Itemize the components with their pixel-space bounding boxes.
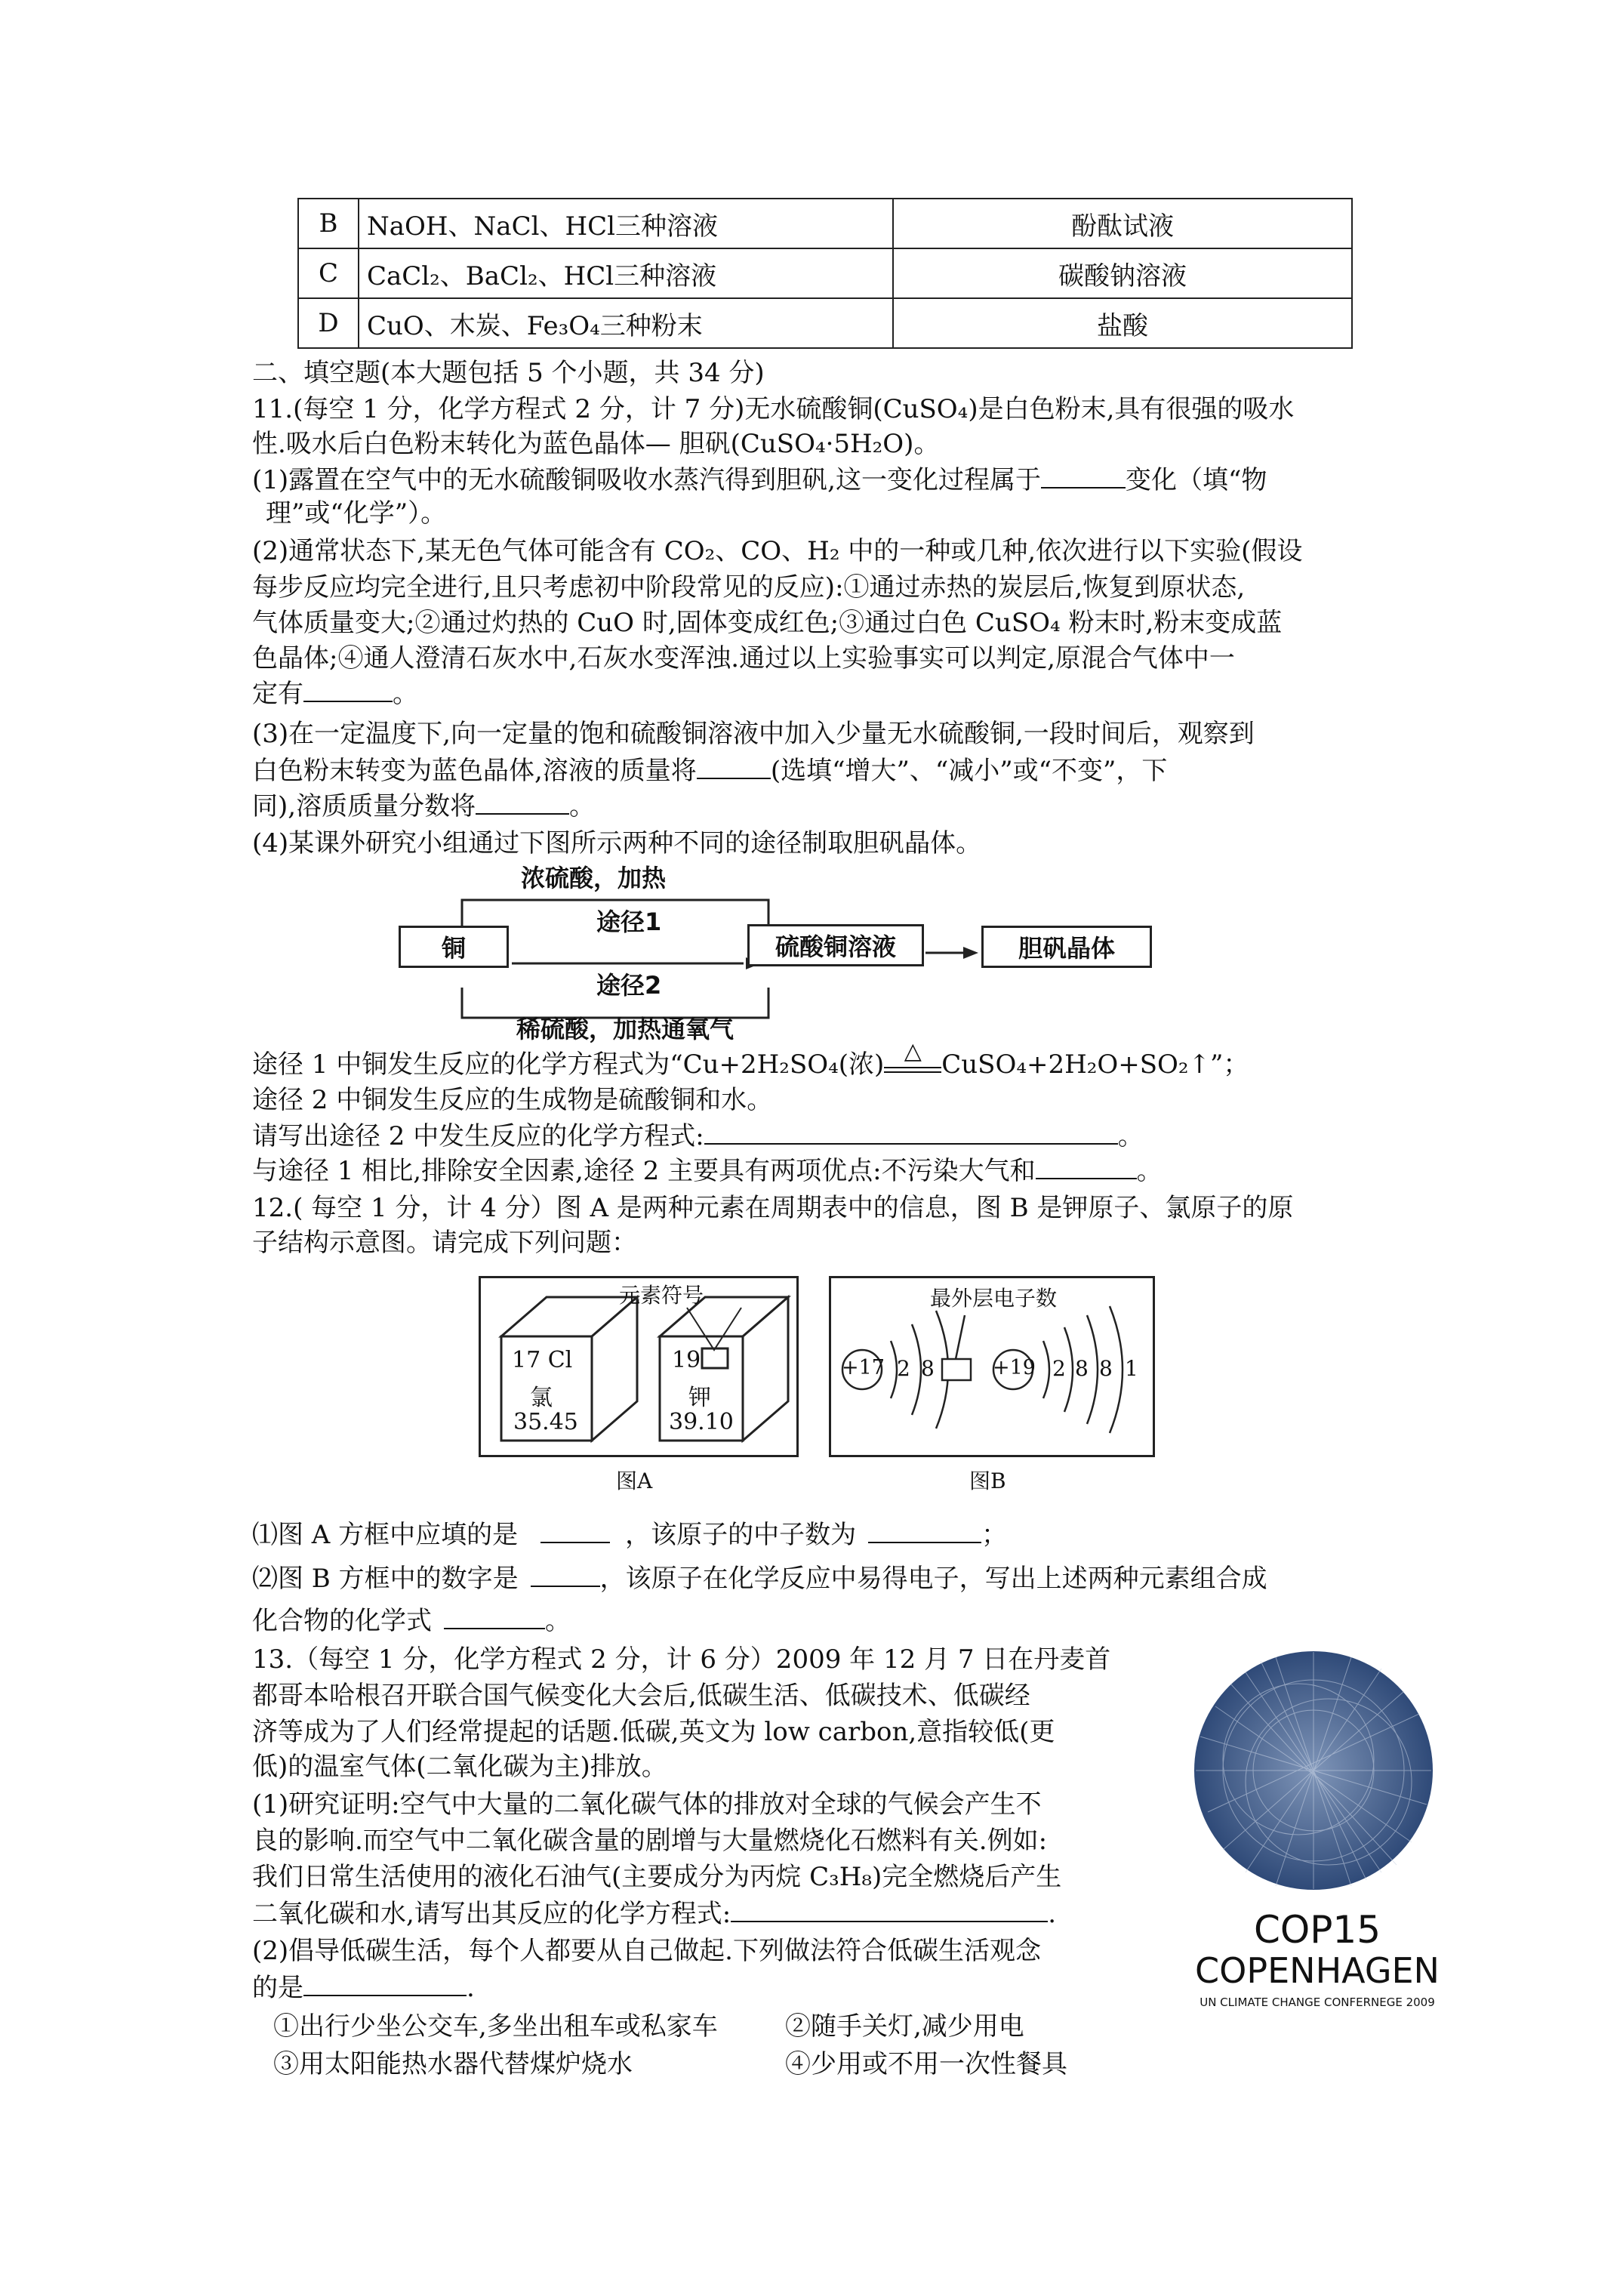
eq1-right: CuSO₄+2H₂O+SO₂↑”； xyxy=(941,1049,1249,1080)
q13-part2-text: 的是 xyxy=(252,1973,303,2003)
q11-part2-line1: (2)通常状态下,某无色气体可能含有 CO₂、CO、H₂ 中的一种或几种,依次进行以下实验(假设 xyxy=(252,536,1303,566)
heat-condition xyxy=(884,1038,941,1073)
q11-part2-line4: 色晶体;④通人澄清石灰水中,石灰水变浑浊.通过以上实验事实可以判定,原混合气体中一 xyxy=(252,643,1235,673)
option-reagent: 碳酸钠溶液 xyxy=(893,248,1352,298)
q11-eq2: 途径 2 中铜发生反应的生成物是硫酸铜和水。 xyxy=(252,1085,773,1115)
logo-title: COP15 xyxy=(1253,1908,1381,1952)
q13-part2-line2 xyxy=(252,1972,475,2003)
q11-eq4 xyxy=(252,1155,1163,1186)
fig-b-label: 最外层电子数 xyxy=(930,1286,1058,1311)
k-shell-1 xyxy=(1043,1341,1049,1398)
cl-electrons-2: 8 xyxy=(921,1356,935,1381)
eq4-text: 与途径 1 相比,排除安全因素,途径 2 主要具有两项优点:不污染大气和 xyxy=(252,1156,1036,1186)
crystal-box: 胆矾晶体 xyxy=(981,926,1152,968)
q11-part1 xyxy=(252,464,1267,495)
cl-electrons-1: 2 xyxy=(897,1356,910,1381)
cl-shell-1 xyxy=(891,1341,897,1398)
q11-part2-end: 。 xyxy=(393,679,418,709)
q13-stem-line2: 都哥本哈根召开联合国气候变化大会后,低碳生活、低碳技术、低碳经 xyxy=(252,1681,1030,1711)
product-arrow-icon xyxy=(963,947,978,959)
q13-stem-line3: 济等成为了人们经常提起的话题.低碳,英文为 low carbon,意指较低(更 xyxy=(252,1717,1055,1747)
q12-sub2-text: ⑵图 B 方框中的数字是 xyxy=(252,1564,519,1594)
cop15-globe-logo xyxy=(1185,1646,1449,1903)
eq1-left: 途径 1 中铜发生反应的化学方程式为“Cu+2H₂SO₄(浓) xyxy=(252,1049,885,1080)
k-nucleus: +19 xyxy=(993,1356,1036,1379)
q13-part1-line2: 良的影响.而空气中二氧化碳含量的剧增与大量燃烧化石燃料有关.例如: xyxy=(252,1826,1048,1856)
eq4-end: 。 xyxy=(1136,1156,1163,1186)
q12-sub2-text2: ，该原子在化学反应中易得电子，写出上述两种元素组合成 xyxy=(599,1564,1267,1594)
logo-subtitle: UN CLIMATE CHANGE CONFERNEGE 2009 xyxy=(1200,1996,1435,2009)
option-substances: CuO、木炭、Fe₃O₄三种粉末 xyxy=(359,298,893,348)
q11-part3-text3: 同),溶质质量分数将 xyxy=(252,791,476,821)
answer-blank[interactable] xyxy=(540,1519,610,1543)
answer-blank[interactable] xyxy=(476,791,569,815)
logo-city: COPENHAGEN xyxy=(1195,1950,1440,1991)
equals-sign xyxy=(884,1067,941,1073)
q11-part3-line1: (3)在一定温度下,向一定量的饱和硫酸铜溶液中加入少量无水硫酸铜,一段时间后，观察到 xyxy=(252,719,1255,749)
q12-sub1-text: ⑴图 A 方框中应填的是 xyxy=(252,1520,519,1550)
solution-box: 硫酸铜溶液 xyxy=(747,924,924,966)
table-row xyxy=(298,248,1352,298)
k-electrons-2: 8 xyxy=(1075,1356,1089,1381)
q13-part1-text: 二氧化碳和水,请写出其反应的化学方程式: xyxy=(252,1899,731,1929)
k-electrons-3: 8 xyxy=(1099,1356,1113,1381)
option-key: B xyxy=(298,199,359,248)
q13-part2-line1: (2)倡导低碳生活，每个人都要从自己做起.下列做法符合低碳生活观念 xyxy=(252,1936,1041,1966)
eq3-text: 请写出途径 2 中发生反应的化学方程式: xyxy=(252,1121,704,1151)
answer-blank[interactable] xyxy=(531,1563,600,1587)
option-key: C xyxy=(298,248,359,298)
q11-part3-text2: (选填“增大”、“减小”或“不变”，下 xyxy=(770,756,1168,786)
q11-part2-text: 定有 xyxy=(252,679,303,709)
cl-mass: 35.45 xyxy=(513,1409,578,1435)
q11-part1-text: (1)露置在空气中的无水硫酸铜吸收水蒸汽得到胆矾,这一变化过程属于 xyxy=(252,465,1041,495)
answer-blank[interactable] xyxy=(1036,1155,1137,1179)
route1-label: 途径1 xyxy=(596,908,662,936)
options-table xyxy=(297,198,1353,349)
q11-part1-text2: 变化（填“物 xyxy=(1125,465,1267,495)
q12-sub1-text2: ，该原子的中子数为 xyxy=(625,1520,857,1550)
q12-sub2-cont xyxy=(252,1605,571,1636)
q13-part1-line1: (1)研究证明:空气中大量的二氧化碳气体的排放对全球的气候会产生不 xyxy=(252,1789,1042,1820)
k-number: 19 xyxy=(672,1347,701,1373)
q11-part3-end: 。 xyxy=(569,791,596,821)
q11-part2-line2: 每步反应均完全进行,且只考虑初中阶段常见的反应):①通过赤热的炭层后,恢复到原状态, xyxy=(252,572,1246,603)
symbol-answer-box xyxy=(702,1348,728,1368)
answer-blank[interactable] xyxy=(303,1972,467,1996)
q13-part1-line4 xyxy=(252,1898,1056,1929)
q11-stem-line1: 11.(每空 1 分，化学方程式 2 分，计 7 分)无水硫酸铜(CuSO₄)是白色粉末,具有很强的吸水 xyxy=(252,394,1295,424)
fig-b-caption: 图B xyxy=(969,1469,1006,1493)
q13-part1-line3: 我们日常生活使用的液化石油气(主要成分为丙烷 C₃H₈)完全燃烧后产生 xyxy=(252,1862,1062,1892)
cl-number: 17 Cl xyxy=(512,1347,573,1373)
option-reagent: 酚酞试液 xyxy=(893,199,1352,248)
electron-answer-box xyxy=(942,1359,971,1380)
q11-part2-line5 xyxy=(252,678,418,709)
q12-stem-line2: 子结构示意图。请完成下列问题： xyxy=(252,1228,637,1258)
q12-sub2 xyxy=(252,1563,1267,1594)
option-substances: CaCl₂、BaCl₂、HCl三种溶液 xyxy=(359,248,893,298)
table-row xyxy=(298,199,1352,248)
option-key: D xyxy=(298,298,359,348)
q13-option-1: ①出行少坐公交车,多坐出租车或私家车 xyxy=(273,2011,718,2042)
q13-option-4: ④少用或不用一次性餐具 xyxy=(785,2049,1067,2079)
k-electrons-4: 1 xyxy=(1125,1356,1138,1381)
eq3-end: 。 xyxy=(1117,1121,1144,1151)
answer-blank[interactable] xyxy=(868,1519,981,1543)
answer-blank[interactable] xyxy=(704,1120,1118,1145)
copper-box: 铜 xyxy=(399,926,509,968)
q12-sub1-end: ； xyxy=(981,1520,1008,1550)
q11-part2-line3: 气体质量变大;②通过灼热的 CuO 时,固体变成红色;③通过白色 CuSO₄ 粉末时,粉末变成蓝 xyxy=(252,608,1283,638)
route2-label: 途径2 xyxy=(596,971,662,1000)
route2-condition: 稀硫酸，加热通氧气 xyxy=(516,1015,735,1043)
answer-blank[interactable] xyxy=(444,1605,545,1629)
answer-blank[interactable] xyxy=(731,1898,1048,1922)
q13-stem-line1: 13.（每空 1 分，化学方程式 2 分，计 6 分）2009 年 12 月 7 日在丹麦首 xyxy=(252,1644,1111,1675)
q11-stem-line2: 性.吸水后白色粉末转化为蓝色晶体— 胆矾(CuSO₄·5H₂O)。 xyxy=(252,429,940,459)
cl-shell-2 xyxy=(912,1324,921,1415)
q11-part1-cont: 理”或“化学”）。 xyxy=(266,498,447,529)
q12-sub2-text3: 化合物的化学式 xyxy=(252,1606,432,1636)
fig-a-caption: 图A xyxy=(616,1469,653,1493)
q12-stem-line1: 12.( 每空 1 分，计 4 分）图 A 是两种元素在周期表中的信息，图 B 是钾原子、氯原子的原 xyxy=(252,1193,1294,1223)
q13-option-2: ②随手关灯,减少用电 xyxy=(785,2011,1024,2042)
route1-condition: 浓硫酸，加热 xyxy=(521,864,667,892)
q11-eq3 xyxy=(252,1120,1144,1151)
q13-stem-line4: 低)的温室气体(二氧化碳为主)排放。 xyxy=(252,1752,667,1782)
section-heading: 二、填空题(本大题包括 5 个小题，共 34 分) xyxy=(252,358,765,388)
cl-name: 氯 xyxy=(530,1385,553,1411)
q13-option-3: ③用太阳能热水器代替煤炉烧水 xyxy=(273,2049,633,2079)
k-name: 钾 xyxy=(688,1385,711,1411)
answer-blank[interactable] xyxy=(303,678,393,702)
k-electrons-1: 2 xyxy=(1052,1356,1066,1381)
cl-nucleus: +17 xyxy=(842,1356,885,1379)
option-reagent: 盐酸 xyxy=(893,298,1352,348)
k-shell-3 xyxy=(1087,1315,1098,1424)
q13-part2-end: . xyxy=(467,1973,475,2003)
q11-part3-line3 xyxy=(252,791,595,821)
heat-triangle-icon: △ xyxy=(904,1038,922,1065)
q13-part1-end: . xyxy=(1048,1899,1057,1929)
q11-eq1 xyxy=(252,1038,1249,1080)
option-substances: NaOH、NaCl、HCl三种溶液 xyxy=(359,199,893,248)
q11-part4: (4)某课外研究小组通过下图所示两种不同的途径制取胆矾晶体。 xyxy=(252,828,982,858)
k-mass: 39.10 xyxy=(669,1409,734,1435)
q12-sub1 xyxy=(252,1519,1007,1550)
q12-sub2-end: 。 xyxy=(545,1606,571,1636)
fig-a-label: 元素符号 xyxy=(619,1283,704,1308)
answer-blank[interactable] xyxy=(1041,464,1126,488)
pointer-line xyxy=(956,1315,965,1359)
table-row xyxy=(298,298,1352,348)
q11-part3-text: 白色粉末转变为蓝色晶体,溶液的质量将 xyxy=(252,756,697,786)
answer-blank[interactable] xyxy=(697,755,771,779)
q11-part3-line2 xyxy=(252,755,1167,786)
